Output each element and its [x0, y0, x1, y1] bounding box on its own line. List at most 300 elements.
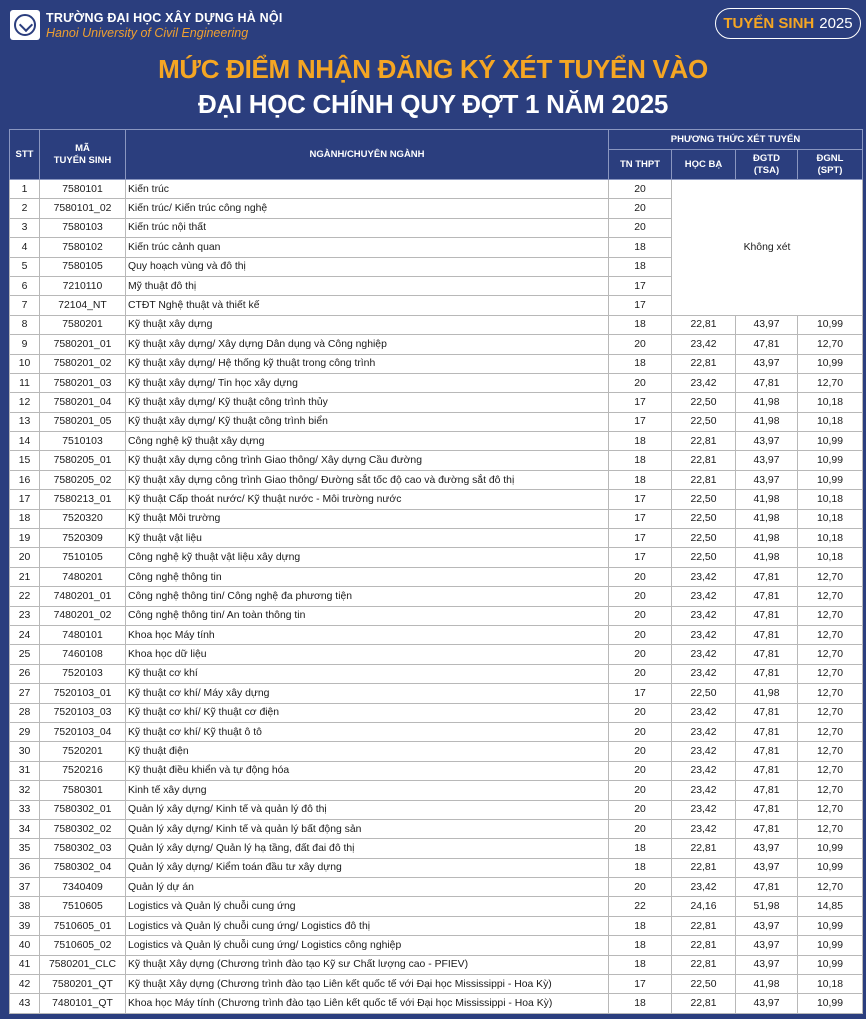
university-logo	[10, 10, 40, 40]
row-stt: 41	[10, 955, 40, 974]
row-code: 7580201	[40, 315, 126, 334]
row-tn-thpt: 18	[609, 354, 672, 373]
table-row	[10, 548, 863, 567]
table-row	[10, 703, 863, 722]
row-tsa: 43,97	[736, 858, 798, 877]
row-tsa: 41,98	[736, 548, 798, 567]
table-row	[10, 878, 863, 897]
row-stt: 29	[10, 722, 40, 741]
row-hoc-ba: 23,42	[672, 722, 736, 741]
row-tn-thpt: 17	[609, 684, 672, 703]
row-major: Quản lý xây dựng/ Kiểm toán đầu tư xây dựng	[126, 858, 609, 877]
row-code: 7580201_QT	[40, 975, 126, 994]
row-spt: 12,70	[798, 606, 863, 625]
row-major: Kỹ thuật điện	[126, 742, 609, 761]
row-tn-thpt: 20	[609, 781, 672, 800]
row-tn-thpt: 18	[609, 955, 672, 974]
row-spt: 10,99	[798, 916, 863, 935]
row-spt: 12,70	[798, 587, 863, 606]
table-row	[10, 839, 863, 858]
row-major: Công nghệ thông tin	[126, 567, 609, 586]
row-spt: 12,70	[798, 878, 863, 897]
row-major: Kỹ thuật cơ khí/ Kỹ thuật ô tô	[126, 722, 609, 741]
row-tsa: 43,97	[736, 470, 798, 489]
row-tn-thpt: 18	[609, 839, 672, 858]
row-stt: 40	[10, 936, 40, 955]
row-spt: 12,70	[798, 684, 863, 703]
row-code: 7520201	[40, 742, 126, 761]
table-row	[10, 354, 863, 373]
row-code: 72104_NT	[40, 296, 126, 315]
row-tn-thpt: 17	[609, 412, 672, 431]
row-major: Kỹ thuật cơ khí/ Máy xây dựng	[126, 684, 609, 703]
row-tn-thpt: 17	[609, 509, 672, 528]
row-stt: 2	[10, 199, 40, 218]
row-major: Công nghệ thông tin/ An toàn thông tin	[126, 606, 609, 625]
row-stt: 36	[10, 858, 40, 877]
row-tn-thpt: 20	[609, 606, 672, 625]
row-major: Mỹ thuật đô thị	[126, 276, 609, 295]
row-spt: 12,70	[798, 664, 863, 683]
row-major: Kiến trúc nội thất	[126, 218, 609, 237]
row-major: Kỹ thuật xây dựng công trình Giao thông/ Đường sắt tốc độ cao và đường sắt đô thị	[126, 470, 609, 489]
row-tsa: 47,81	[736, 606, 798, 625]
row-code: 7510605_02	[40, 936, 126, 955]
row-hoc-ba: 22,81	[672, 432, 736, 451]
row-hoc-ba: 24,16	[672, 897, 736, 916]
row-hoc-ba: 22,81	[672, 315, 736, 334]
row-major: Kiến trúc	[126, 180, 609, 199]
row-tsa: 47,81	[736, 878, 798, 897]
row-code: 7520309	[40, 529, 126, 548]
row-tn-thpt: 17	[609, 276, 672, 295]
row-major: Kinh tế xây dựng	[126, 781, 609, 800]
row-code: 7580101_02	[40, 199, 126, 218]
row-spt: 12,70	[798, 703, 863, 722]
row-hoc-ba: 22,81	[672, 994, 736, 1013]
table-row	[10, 722, 863, 741]
table-row	[10, 858, 863, 877]
row-tsa: 47,81	[736, 625, 798, 644]
row-spt: 10,99	[798, 994, 863, 1013]
row-spt: 10,99	[798, 955, 863, 974]
row-code: 7580201_01	[40, 335, 126, 354]
row-major: Kỹ thuật cơ khí/ Kỹ thuật cơ điện	[126, 703, 609, 722]
row-hoc-ba: 23,42	[672, 781, 736, 800]
school-name-english: Hanoi University of Civil Engineering	[46, 26, 249, 40]
row-spt: 10,99	[798, 839, 863, 858]
row-code: 7520216	[40, 761, 126, 780]
row-stt: 19	[10, 529, 40, 548]
row-spt: 10,18	[798, 412, 863, 431]
row-stt: 15	[10, 451, 40, 470]
row-tsa: 43,97	[736, 994, 798, 1013]
table-row	[10, 936, 863, 955]
row-code: 7580201_04	[40, 393, 126, 412]
row-tn-thpt: 20	[609, 878, 672, 897]
row-code: 7520103_03	[40, 703, 126, 722]
row-code: 7580302_04	[40, 858, 126, 877]
row-hoc-ba: 23,42	[672, 335, 736, 354]
table-row	[10, 955, 863, 974]
row-tsa: 43,97	[736, 955, 798, 974]
row-tn-thpt: 20	[609, 722, 672, 741]
row-tn-thpt: 17	[609, 296, 672, 315]
row-tsa: 47,81	[736, 800, 798, 819]
row-code: 7460108	[40, 645, 126, 664]
row-hoc-ba: 22,50	[672, 412, 736, 431]
row-major: Công nghệ kỹ thuật xây dựng	[126, 432, 609, 451]
row-tsa: 41,98	[736, 529, 798, 548]
table-row	[10, 567, 863, 586]
row-tn-thpt: 20	[609, 373, 672, 392]
table-row	[10, 432, 863, 451]
row-code: 7580103	[40, 218, 126, 237]
table-row	[10, 645, 863, 664]
row-spt: 12,70	[798, 800, 863, 819]
row-tsa: 41,98	[736, 393, 798, 412]
row-tn-thpt: 18	[609, 451, 672, 470]
row-hoc-ba: 23,42	[672, 625, 736, 644]
row-spt: 12,70	[798, 761, 863, 780]
row-stt: 14	[10, 432, 40, 451]
row-tsa: 43,97	[736, 451, 798, 470]
row-hoc-ba: 22,50	[672, 393, 736, 412]
header-methods: PHƯƠNG THỨC XÉT TUYỂN	[609, 130, 863, 150]
row-tn-thpt: 20	[609, 819, 672, 838]
row-stt: 32	[10, 781, 40, 800]
table-row	[10, 606, 863, 625]
row-hoc-ba: 22,50	[672, 509, 736, 528]
row-code: 7580105	[40, 257, 126, 276]
row-tn-thpt: 17	[609, 975, 672, 994]
row-stt: 33	[10, 800, 40, 819]
row-major: Khoa học Máy tính (Chương trình đào tạo Liên kết quốc tế với Đại học Mississippi - Hoa Kỳ)	[126, 994, 609, 1013]
row-code: 7480201	[40, 567, 126, 586]
row-code: 7510605	[40, 897, 126, 916]
row-spt: 12,70	[798, 645, 863, 664]
row-stt: 18	[10, 509, 40, 528]
row-spt: 10,18	[798, 975, 863, 994]
row-major: Kiến trúc cảnh quan	[126, 238, 609, 257]
table-row	[10, 335, 863, 354]
row-hoc-ba: 23,42	[672, 587, 736, 606]
table-row	[10, 451, 863, 470]
row-code: 7580102	[40, 238, 126, 257]
row-hoc-ba: 22,50	[672, 529, 736, 548]
row-stt: 27	[10, 684, 40, 703]
row-major: Logistics và Quản lý chuỗi cung ứng/ Logistics đô thị	[126, 916, 609, 935]
row-spt: 10,18	[798, 548, 863, 567]
row-major: Kỹ thuật xây dựng/ Kỹ thuật công trình thủy	[126, 393, 609, 412]
row-tn-thpt: 17	[609, 393, 672, 412]
row-stt: 22	[10, 587, 40, 606]
row-code: 7580201_05	[40, 412, 126, 431]
table-row	[10, 180, 863, 199]
row-stt: 34	[10, 819, 40, 838]
row-spt: 12,70	[798, 742, 863, 761]
row-major: Kỹ thuật xây dựng công trình Giao thông/ Xây dựng Cầu đường	[126, 451, 609, 470]
row-tn-thpt: 17	[609, 548, 672, 567]
row-spt: 10,99	[798, 936, 863, 955]
row-spt: 10,18	[798, 509, 863, 528]
table-row	[10, 529, 863, 548]
table-row	[10, 373, 863, 392]
table-row	[10, 664, 863, 683]
row-tn-thpt: 17	[609, 490, 672, 509]
row-spt: 12,70	[798, 819, 863, 838]
row-tn-thpt: 18	[609, 257, 672, 276]
row-tsa: 47,81	[736, 373, 798, 392]
row-stt: 4	[10, 238, 40, 257]
row-tsa: 47,81	[736, 722, 798, 741]
row-tn-thpt: 18	[609, 994, 672, 1013]
row-major: Kỹ thuật Môi trường	[126, 509, 609, 528]
row-major: Khoa học dữ liệu	[126, 645, 609, 664]
table-row	[10, 412, 863, 431]
row-stt: 16	[10, 470, 40, 489]
row-tn-thpt: 18	[609, 432, 672, 451]
row-stt: 39	[10, 916, 40, 935]
table-row	[10, 781, 863, 800]
row-spt: 12,70	[798, 373, 863, 392]
row-tn-thpt: 20	[609, 335, 672, 354]
row-hoc-ba: 23,42	[672, 878, 736, 897]
row-hoc-ba: 22,50	[672, 975, 736, 994]
row-major: Logistics và Quản lý chuỗi cung ứng	[126, 897, 609, 916]
row-major: Kỹ thuật Cấp thoát nước/ Kỹ thuật nước - Môi trường nước	[126, 490, 609, 509]
row-major: Kỹ thuật xây dựng/ Tin học xây dựng	[126, 373, 609, 392]
table-row	[10, 587, 863, 606]
row-major: CTĐT Nghệ thuật và thiết kế	[126, 296, 609, 315]
admission-badge	[715, 8, 861, 39]
row-stt: 43	[10, 994, 40, 1013]
row-hoc-ba: 22,50	[672, 548, 736, 567]
header-code-line2: TUYỂN SINH	[53, 154, 112, 166]
row-code: 7580201_03	[40, 373, 126, 392]
row-major: Kỹ thuật vật liệu	[126, 529, 609, 548]
row-major: Quy hoạch vùng và đô thị	[126, 257, 609, 276]
row-tsa: 47,81	[736, 761, 798, 780]
row-tsa: 47,81	[736, 703, 798, 722]
row-tsa: 41,98	[736, 490, 798, 509]
row-code: 7510105	[40, 548, 126, 567]
row-stt: 31	[10, 761, 40, 780]
row-tn-thpt: 20	[609, 664, 672, 683]
row-tsa: 47,81	[736, 335, 798, 354]
row-spt: 10,99	[798, 315, 863, 334]
row-code: 7580301	[40, 781, 126, 800]
row-stt: 13	[10, 412, 40, 431]
row-major: Công nghệ thông tin/ Công nghệ đa phương tiện	[126, 587, 609, 606]
row-stt: 7	[10, 296, 40, 315]
row-hoc-ba: 23,42	[672, 703, 736, 722]
row-major: Quản lý dự án	[126, 878, 609, 897]
row-hoc-ba: 22,81	[672, 936, 736, 955]
row-spt: 14,85	[798, 897, 863, 916]
row-major: Kỹ thuật Xây dựng (Chương trình đào tạo Liên kết quốc tế với Đại học Mississippi - Hoa Kỳ)	[126, 975, 609, 994]
row-stt: 35	[10, 839, 40, 858]
row-major: Quản lý xây dựng/ Quản lý hạ tầng, đất đai đô thị	[126, 839, 609, 858]
row-stt: 30	[10, 742, 40, 761]
row-tn-thpt: 18	[609, 470, 672, 489]
header-major: NGÀNH/CHUYÊN NGÀNH	[126, 130, 609, 180]
logo-seal-icon	[14, 14, 36, 36]
row-code: 7480201_01	[40, 587, 126, 606]
row-code: 7340409	[40, 878, 126, 897]
row-tn-thpt: 20	[609, 180, 672, 199]
row-hoc-ba: 22,81	[672, 916, 736, 935]
row-major: Kỹ thuật điều khiển và tự động hóa	[126, 761, 609, 780]
row-tsa: 47,81	[736, 587, 798, 606]
row-tn-thpt: 20	[609, 587, 672, 606]
header-dgnl-line1: ĐGNL	[816, 152, 844, 164]
row-major: Kỹ thuật xây dựng/ Kỹ thuật công trình biển	[126, 412, 609, 431]
row-stt: 37	[10, 878, 40, 897]
header-tn-thpt: TN THPT	[609, 150, 672, 180]
page-title-line2: ĐẠI HỌC CHÍNH QUY ĐỢT 1 NĂM 2025	[197, 89, 669, 119]
admission-score-table	[9, 129, 863, 1014]
not-considered-cell: Không xét	[672, 180, 863, 316]
row-code: 7580302_03	[40, 839, 126, 858]
row-hoc-ba: 22,81	[672, 955, 736, 974]
row-tsa: 47,81	[736, 645, 798, 664]
row-major: Kỹ thuật xây dựng/ Xây dựng Dân dụng và Công nghiệp	[126, 335, 609, 354]
school-name: TRƯỜNG ĐẠI HỌC XÂY DỰNG HÀ NỘI	[46, 11, 283, 25]
row-tsa: 41,98	[736, 509, 798, 528]
row-tn-thpt: 20	[609, 703, 672, 722]
header-dgtd-line2: (TSA)	[753, 164, 780, 176]
row-spt: 12,70	[798, 335, 863, 354]
row-hoc-ba: 22,50	[672, 684, 736, 703]
table-row	[10, 761, 863, 780]
row-tn-thpt: 18	[609, 936, 672, 955]
row-stt: 17	[10, 490, 40, 509]
row-spt: 10,99	[798, 451, 863, 470]
row-major: Khoa học Máy tính	[126, 625, 609, 644]
row-spt: 10,18	[798, 490, 863, 509]
row-hoc-ba: 22,81	[672, 470, 736, 489]
row-major: Quản lý xây dựng/ Kinh tế và quản lý đô thị	[126, 800, 609, 819]
row-major: Công nghệ kỹ thuật vật liệu xây dựng	[126, 548, 609, 567]
row-major: Kỹ thuật xây dựng/ Hệ thống kỹ thuật trong công trình	[126, 354, 609, 373]
table-row	[10, 800, 863, 819]
table-row	[10, 509, 863, 528]
row-stt: 8	[10, 315, 40, 334]
row-hoc-ba: 23,42	[672, 606, 736, 625]
row-tn-thpt: 20	[609, 625, 672, 644]
row-tn-thpt: 18	[609, 315, 672, 334]
row-spt: 12,70	[798, 625, 863, 644]
row-stt: 10	[10, 354, 40, 373]
row-stt: 21	[10, 567, 40, 586]
table-row	[10, 897, 863, 916]
row-hoc-ba: 22,81	[672, 451, 736, 470]
row-tsa: 51,98	[736, 897, 798, 916]
row-tsa: 43,97	[736, 315, 798, 334]
row-stt: 38	[10, 897, 40, 916]
row-code: 7520320	[40, 509, 126, 528]
row-hoc-ba: 23,42	[672, 645, 736, 664]
row-tn-thpt: 18	[609, 858, 672, 877]
row-code: 7510605_01	[40, 916, 126, 935]
row-major: Kiến trúc/ Kiến trúc công nghệ	[126, 199, 609, 218]
row-tsa: 47,81	[736, 664, 798, 683]
row-code: 7580201_02	[40, 354, 126, 373]
row-hoc-ba: 23,42	[672, 819, 736, 838]
row-code: 7580302_02	[40, 819, 126, 838]
row-stt: 23	[10, 606, 40, 625]
row-spt: 12,70	[798, 781, 863, 800]
header-dgtd-line1: ĐGTD	[753, 152, 780, 164]
header-hoc-ba: HỌC BẠ	[672, 150, 736, 180]
row-tsa: 43,97	[736, 432, 798, 451]
row-spt: 10,18	[798, 529, 863, 548]
badge-year: 2025	[819, 15, 853, 32]
row-major: Kỹ thuật xây dựng	[126, 315, 609, 334]
row-tsa: 47,81	[736, 819, 798, 838]
row-tn-thpt: 20	[609, 742, 672, 761]
badge-label: TUYỂN SINH	[723, 15, 815, 32]
row-spt: 12,70	[798, 567, 863, 586]
row-hoc-ba: 23,42	[672, 373, 736, 392]
row-code: 7580213_01	[40, 490, 126, 509]
row-hoc-ba: 23,42	[672, 800, 736, 819]
row-tn-thpt: 20	[609, 800, 672, 819]
header-dgnl-line2: (SPT)	[817, 164, 843, 176]
row-hoc-ba: 23,42	[672, 742, 736, 761]
row-stt: 11	[10, 373, 40, 392]
row-tsa: 43,97	[736, 936, 798, 955]
row-spt: 10,99	[798, 432, 863, 451]
row-stt: 28	[10, 703, 40, 722]
row-tsa: 43,97	[736, 354, 798, 373]
row-code: 7520103	[40, 664, 126, 683]
row-tsa: 47,81	[736, 567, 798, 586]
table-row	[10, 819, 863, 838]
row-spt: 10,99	[798, 354, 863, 373]
row-tn-thpt: 17	[609, 529, 672, 548]
table-body	[10, 180, 863, 1014]
row-code: 7480101_QT	[40, 994, 126, 1013]
row-code: 7480201_02	[40, 606, 126, 625]
row-stt: 9	[10, 335, 40, 354]
row-code: 7580205_02	[40, 470, 126, 489]
row-tsa: 41,98	[736, 412, 798, 431]
table-row	[10, 625, 863, 644]
row-hoc-ba: 23,42	[672, 664, 736, 683]
row-tn-thpt: 18	[609, 916, 672, 935]
row-spt: 10,99	[798, 858, 863, 877]
row-major: Kỹ thuật Xây dựng (Chương trình đào tạo Kỹ sư Chất lượng cao - PFIEV)	[126, 955, 609, 974]
header-stt: STT	[10, 130, 40, 180]
row-hoc-ba: 23,42	[672, 761, 736, 780]
table-row	[10, 742, 863, 761]
row-hoc-ba: 22,81	[672, 839, 736, 858]
row-major: Kỹ thuật cơ khí	[126, 664, 609, 683]
row-spt: 10,99	[798, 470, 863, 489]
row-code: 7580205_01	[40, 451, 126, 470]
row-stt: 20	[10, 548, 40, 567]
row-tn-thpt: 20	[609, 567, 672, 586]
row-tn-thpt: 20	[609, 645, 672, 664]
table-row	[10, 490, 863, 509]
row-code: 7580101	[40, 180, 126, 199]
table-row	[10, 470, 863, 489]
row-tsa: 41,98	[736, 684, 798, 703]
row-code: 7510103	[40, 432, 126, 451]
row-stt: 1	[10, 180, 40, 199]
